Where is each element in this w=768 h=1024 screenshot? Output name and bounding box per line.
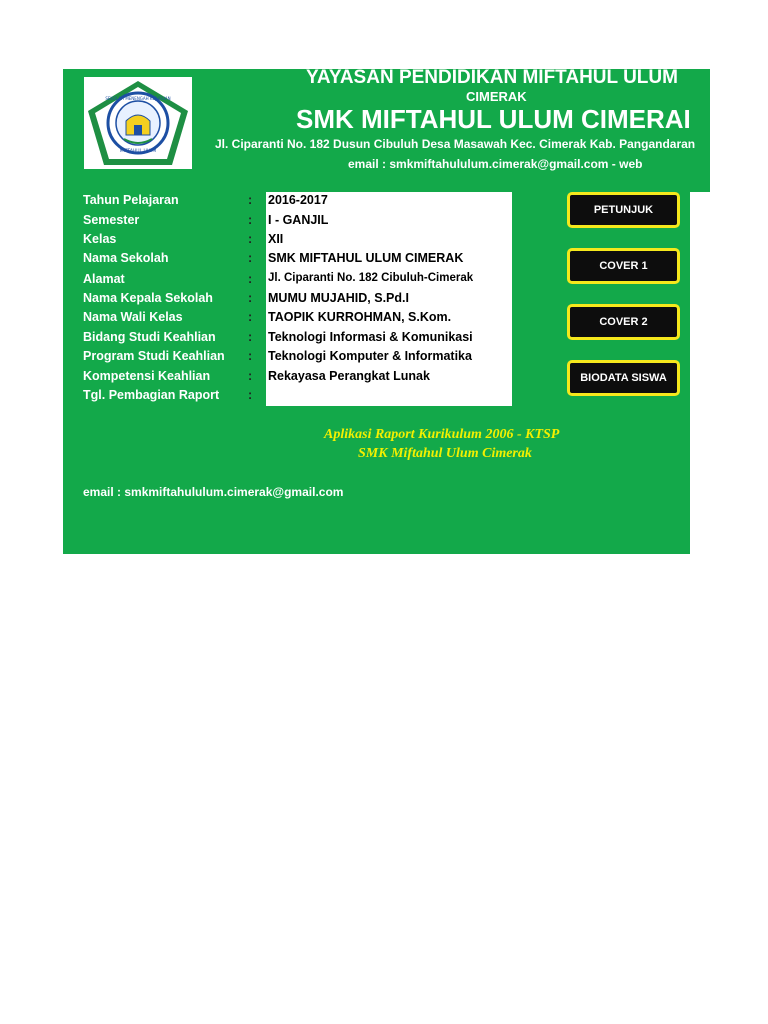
info-value[interactable]: I - GANJIL — [268, 213, 329, 227]
info-label: Bidang Studi Keahlian — [83, 330, 216, 344]
info-separator: : — [248, 388, 253, 402]
header-panel-extension — [690, 69, 710, 192]
info-separator: : — [248, 272, 253, 286]
info-value[interactable]: XII — [268, 232, 284, 246]
footer-email: email : smkmiftahululum.cimerak@gmail.com — [83, 485, 344, 499]
info-separator: : — [248, 213, 253, 227]
info-separator: : — [248, 232, 253, 246]
info-label: Nama Sekolah — [83, 251, 169, 265]
town-title: CIMERAK — [466, 89, 527, 104]
school-crest-icon — [84, 77, 192, 169]
info-value[interactable]: Teknologi Informasi & Komunikasi — [268, 330, 473, 344]
svg-text:SEKOLAH MENENGAH KEJURUAN: SEKOLAH MENENGAH KEJURUAN — [105, 96, 171, 101]
info-value[interactable]: MUMU MUJAHID, S.Pd.I — [268, 291, 409, 305]
svg-text:MIFTAHUL ULUM: MIFTAHUL ULUM — [119, 149, 157, 154]
info-value[interactable]: Jl. Ciparanti No. 182 Cibuluh-Cimerak — [268, 272, 474, 284]
info-label: Tgl. Pembagian Raport — [83, 388, 220, 402]
cover-1-button[interactable]: COVER 1 — [567, 248, 680, 284]
cover-2-button[interactable]: COVER 2 — [567, 304, 680, 340]
info-label: Program Studi Keahlian — [83, 349, 225, 363]
school-logo — [84, 77, 192, 169]
biodata-siswa-button[interactable]: BIODATA SISWA — [567, 360, 680, 396]
info-separator: : — [248, 251, 253, 265]
school-email: email : smkmiftahululum.cimerak@gmail.com - web — [348, 157, 643, 171]
info-label: Kelas — [83, 232, 117, 246]
info-label: Alamat — [83, 272, 125, 286]
app-title: Aplikasi Raport Kurikulum 2006 - KTSP — [324, 427, 560, 442]
info-label: Semester — [83, 213, 140, 227]
app-subtitle: SMK Miftahul Ulum Cimerak — [358, 446, 532, 461]
info-value[interactable]: Teknologi Komputer & Informatika — [268, 349, 472, 363]
school-address: Jl. Ciparanti No. 182 Dusun Cibuluh Desa Masawah Kec. Cimerak Kab. Pangandaran — [215, 137, 696, 151]
info-separator: : — [248, 349, 253, 363]
school-title: SMK MIFTAHUL ULUM CIMERAI — [296, 104, 691, 134]
info-separator: : — [248, 330, 253, 344]
info-separator: : — [248, 310, 253, 324]
info-value[interactable]: TAOPIK KURROHMAN, S.Kom. — [268, 310, 452, 324]
info-label: Kompetensi Keahlian — [83, 369, 211, 383]
info-label: Nama Kepala Sekolah — [83, 291, 213, 305]
info-separator: : — [248, 193, 253, 207]
info-separator: : — [248, 291, 253, 305]
info-separator: : — [248, 369, 253, 383]
info-value[interactable]: 2016-2017 — [268, 193, 328, 207]
info-value[interactable]: SMK MIFTAHUL ULUM CIMERAK — [268, 251, 464, 265]
info-label: Nama Wali Kelas — [83, 310, 183, 324]
info-label: Tahun Pelajaran — [83, 193, 179, 207]
info-value[interactable]: Rekayasa Perangkat Lunak — [268, 369, 430, 383]
foundation-title: YAYASAN PENDIDIKAN MIFTAHUL ULUM — [306, 67, 678, 88]
petunjuk-button[interactable]: PETUNJUK — [567, 192, 680, 228]
